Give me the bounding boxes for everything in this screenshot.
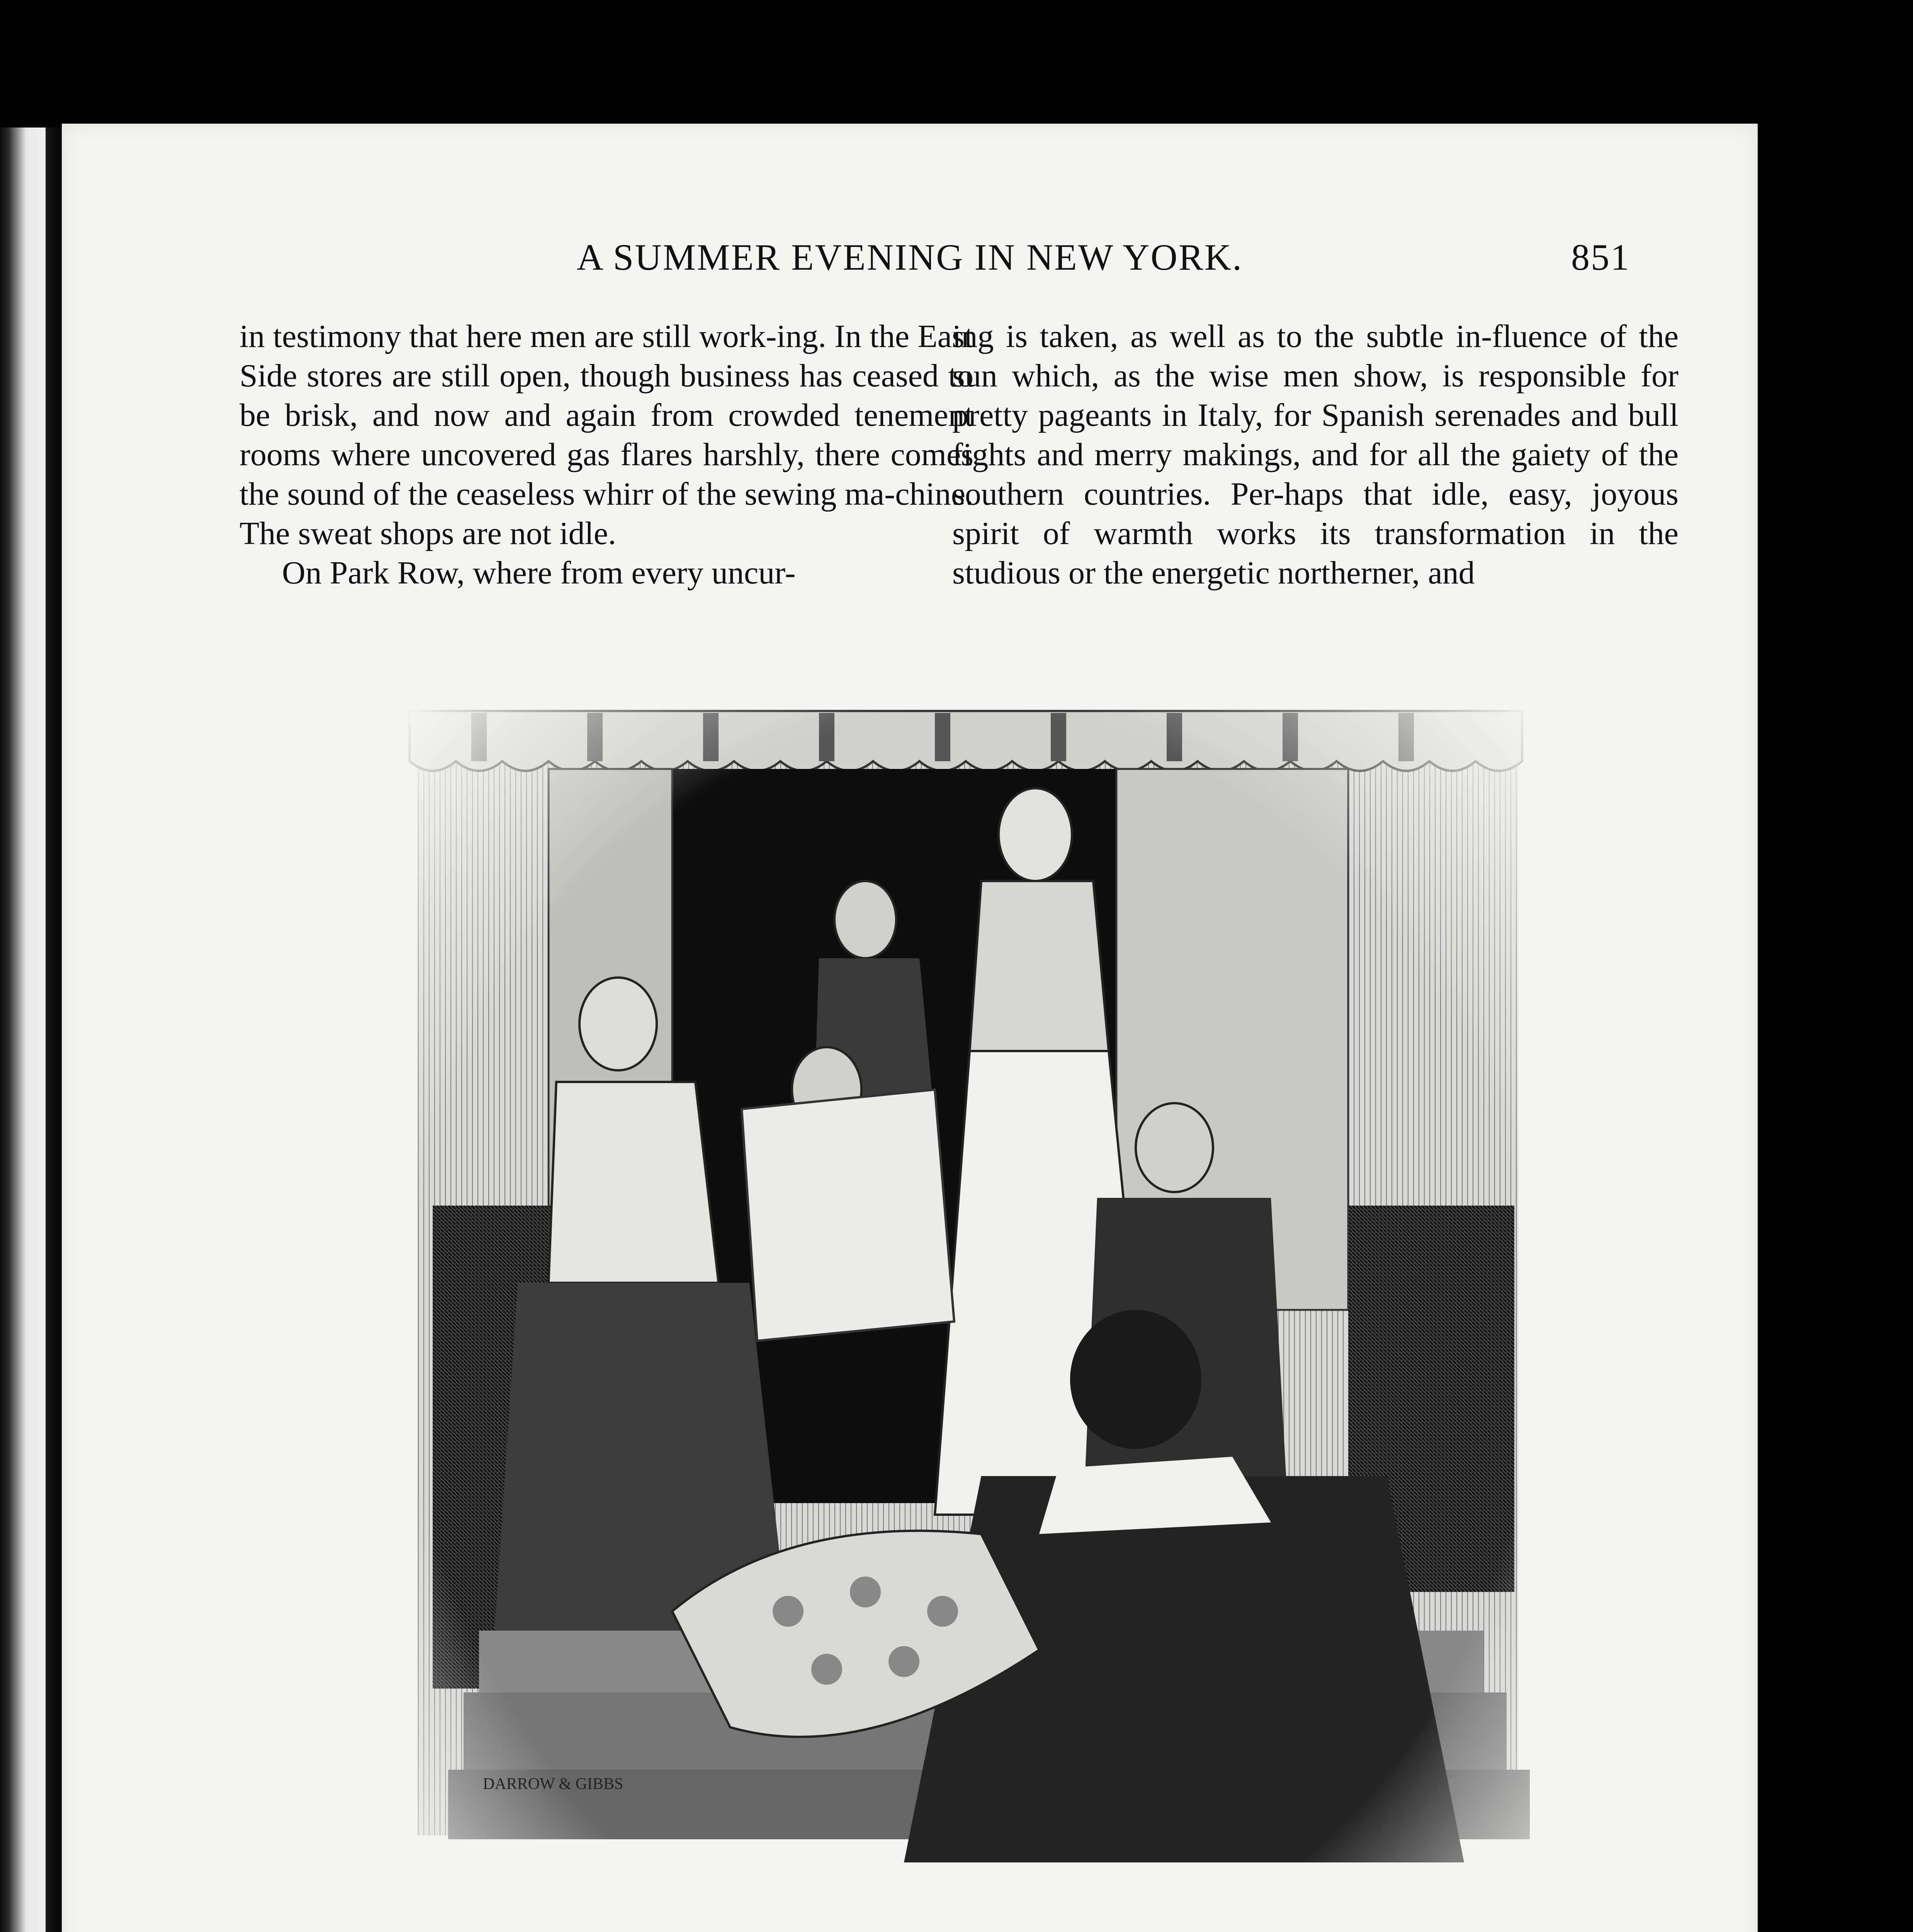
page-number: 851: [1571, 236, 1630, 278]
magazine-page: [62, 124, 1758, 1932]
paragraph: On Park Row, where from every uncur-: [282, 555, 796, 591]
header-title: A SUMMER EVENING IN NEW YORK.: [576, 236, 1243, 278]
column-top-left: [240, 317, 973, 593]
running-header: [62, 236, 1758, 282]
paragraph: ing is taken, as well as to the subtle in-fluence of the sun which, as the wise men show, is responsible for pretty pageants in Italy, for Spanish serenades and bull fights and merry makings, and for all the gaiety of the southern countries. Per-haps that idle, easy, joyous spirit of warmth works its transformation in the studious or the energetic northerner, and: [952, 318, 1679, 591]
paragraph: in testimony that here men are still work-ing. In the East Side stores are still open, though business has ceased to be brisk, and now and again from crowded tenement rooms where uncovered gas flares harshly, there comes the sound of the ceaseless whirr of the sewing ma-chine. The sweat shops are not idle.: [240, 318, 973, 551]
illustration-signature: DARROW & GIBBS: [483, 1775, 624, 1793]
doorstep-illustration: [402, 703, 1541, 1932]
column-top-right: [952, 317, 1679, 593]
